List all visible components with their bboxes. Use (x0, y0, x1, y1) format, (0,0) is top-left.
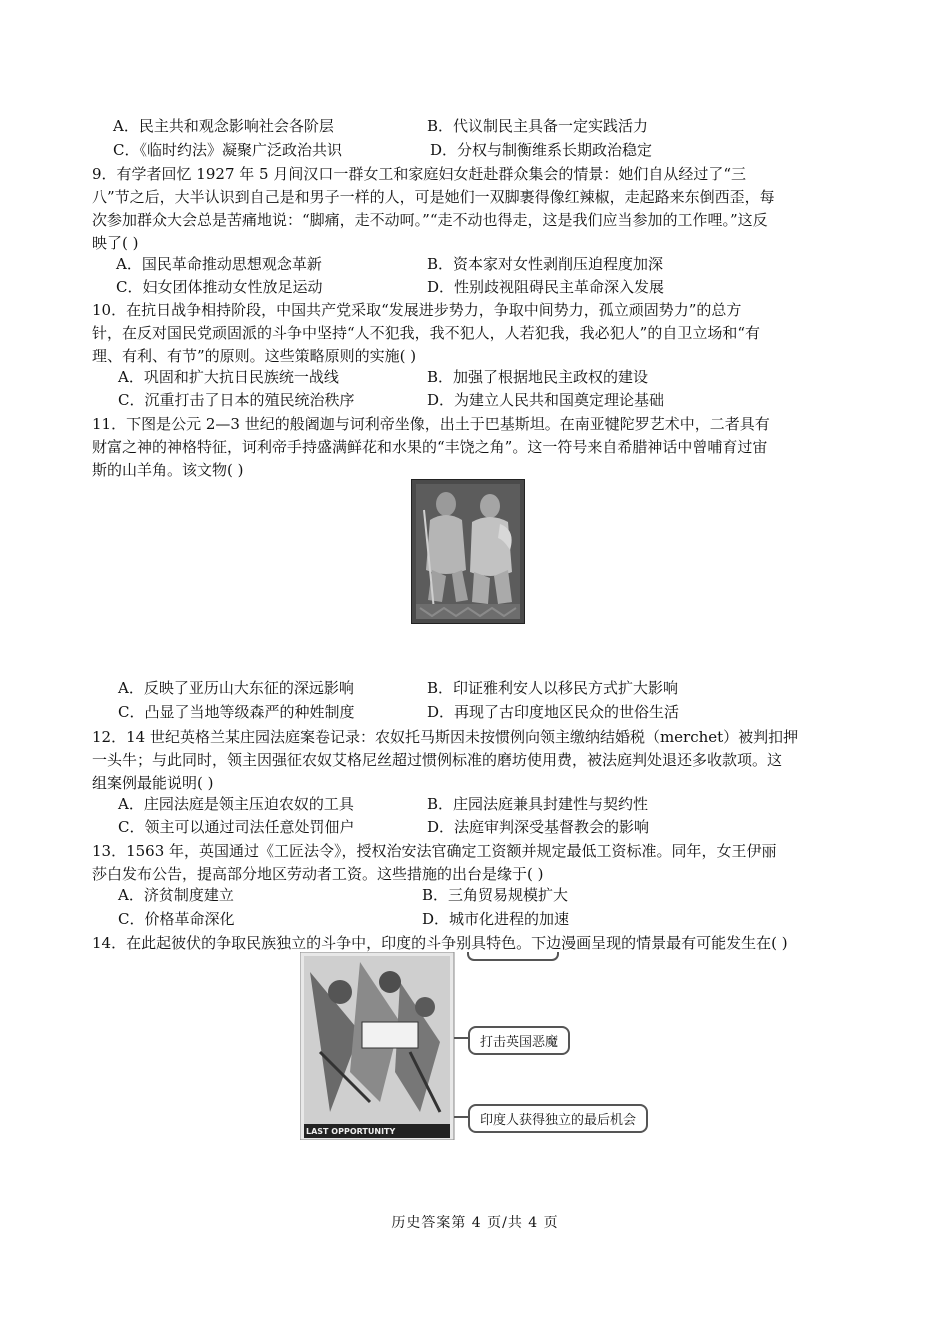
q13-stem-line-1: 13．1563 年，英国通过《工匠法令》，授权治安法官确定工资额并规定最低工资标准。同年，女王伊丽 (92, 842, 777, 860)
q9-option-c: C．妇女团体推动女性放足运动 (116, 278, 323, 296)
q11-stem-line-3: 斯的山羊角。该文物( ) (92, 461, 244, 479)
q10-option-a: A．巩固和扩大抗日民族统一战线 (118, 368, 339, 386)
q9-stem-line-1: 9．有学者回忆 1927 年 5 月间汉口一群女工和家庭妇女赶赴群众集会的情景：她们自从经过了“三 (92, 165, 747, 183)
cartoon-figure (300, 952, 660, 1140)
q13-option-c: C．价格革命深化 (118, 910, 235, 928)
q10-option-c: C．沉重打击了日本的殖民统治秩序 (118, 391, 355, 409)
q10-stem-line-1: 10．在抗日战争相持阶段，中国共产党采取“发展进步势力，争取中间势力，孤立顽固势力”的总方 (92, 301, 742, 319)
poster-caption: LAST OPPORTUNITY (306, 1127, 396, 1136)
q8-option-a: A．民主共和观念影响社会各阶层 (113, 117, 334, 135)
q11-option-d: D．再现了古印度地区民众的世俗生活 (427, 703, 680, 721)
q10-option-d: D．为建立人民共和国奠定理论基础 (427, 391, 665, 409)
q11-option-a: A．反映了亚历山大东征的深远影响 (118, 679, 354, 697)
q14-stem-line: 14．在此起彼伏的争取民族独立的斗争中，印度的斗争别具特色。下边漫画呈现的情景最有可能发生在( ) (92, 934, 788, 952)
q12-stem-line-3: 组案例最能说明( ) (92, 774, 214, 792)
q11-option-c: C．凸显了当地等级森严的种姓制度 (118, 703, 355, 721)
q11-stem-line-1: 11．下图是公元 2—3 世纪的般阇迦与诃利帝坐像，出土于巴基斯坦。在南亚犍陀罗艺术中，二者具有 (92, 415, 770, 433)
q12-stem-line-1: 12．14 世纪英格兰某庄园法庭案卷记录：农奴托马斯因未按惯例向领主缴纳结婚税（merchet）被判扣押 (92, 728, 799, 746)
q12-option-c: C．领主可以通过司法任意处罚佃户 (118, 818, 355, 836)
q9-option-b: B．资本家对女性剥削压迫程度加深 (427, 255, 664, 273)
gandhara-sculpture-image (411, 479, 525, 624)
q8-option-c: C．《临时约法》凝聚广泛政治共识 (113, 141, 342, 159)
q9-option-d: D．性别歧视阻碍民主革命深入发展 (427, 278, 665, 296)
q8-option-d: D．分权与制衡维系长期政治稳定 (430, 141, 653, 159)
q13-option-d: D．城市化进程的加速 (422, 910, 570, 928)
q9-stem-line-4: 映了( ) (92, 234, 139, 252)
q11-option-b: B．印证雅利安人以移民方式扩大影响 (427, 679, 679, 697)
q12-option-a: A．庄园法庭是领主压迫农奴的工具 (118, 795, 354, 813)
callout-last-chance-independence: 印度人获得独立的最后机会 (468, 1104, 648, 1133)
q12-stem-line-2: 一头牛；与此同时，领主因强征农奴艾格尼丝超过惯例标准的磨坊使用费，被法庭判处退还多收款项。这 (92, 751, 783, 769)
q13-option-a: A．济贫制度建立 (118, 886, 234, 904)
q12-option-d: D．法庭审判深受基督教会的影响 (427, 818, 650, 836)
q13-stem-line-2: 莎白发布公告，提高部分地区劳动者工资。这些措施的出台是缘于( ) (92, 865, 544, 883)
q9-stem-line-3: 次参加群众大会总是苦痛地说：“脚痛，走不动呵。”“走不动也得走，这是我们应当参加的工作哩。”这反 (92, 211, 768, 229)
q9-option-a: A．国民革命推动思想观念革新 (116, 255, 322, 273)
q10-stem-line-2: 针，在反对国民党顽固派的斗争中坚持“人不犯我，我不犯人，人若犯我，我必犯人”的自卫立场和“有 (92, 324, 761, 342)
q12-option-b: B．庄园法庭兼具封建性与契约性 (427, 795, 649, 813)
page-footer: 历史答案第 4 页/共 4 页 (391, 1215, 559, 1231)
q11-stem-line-2: 财富之神的神格特征，诃利帝手持盛满鲜花和水果的“丰饶之角”。这一符号来自希腊神话中曾哺育过宙 (92, 438, 768, 456)
callout-strike-british-devil: 打击英国恶魔 (468, 1026, 570, 1055)
q8-option-b: B．代议制民主具备一定实践活力 (427, 117, 649, 135)
q10-stem-line-3: 理、有利、有节”的原则。这些策略原则的实施( ) (92, 347, 417, 365)
q13-option-b: B．三角贸易规模扩大 (422, 886, 569, 904)
q9-stem-line-2: 八”节之后，大半认识到自己是和男子一样的人，可是她们一双脚裹得像红辣椒，走起路来东倒西歪，每 (92, 188, 775, 206)
q10-option-b: B．加强了根据地民主政权的建设 (427, 368, 649, 386)
